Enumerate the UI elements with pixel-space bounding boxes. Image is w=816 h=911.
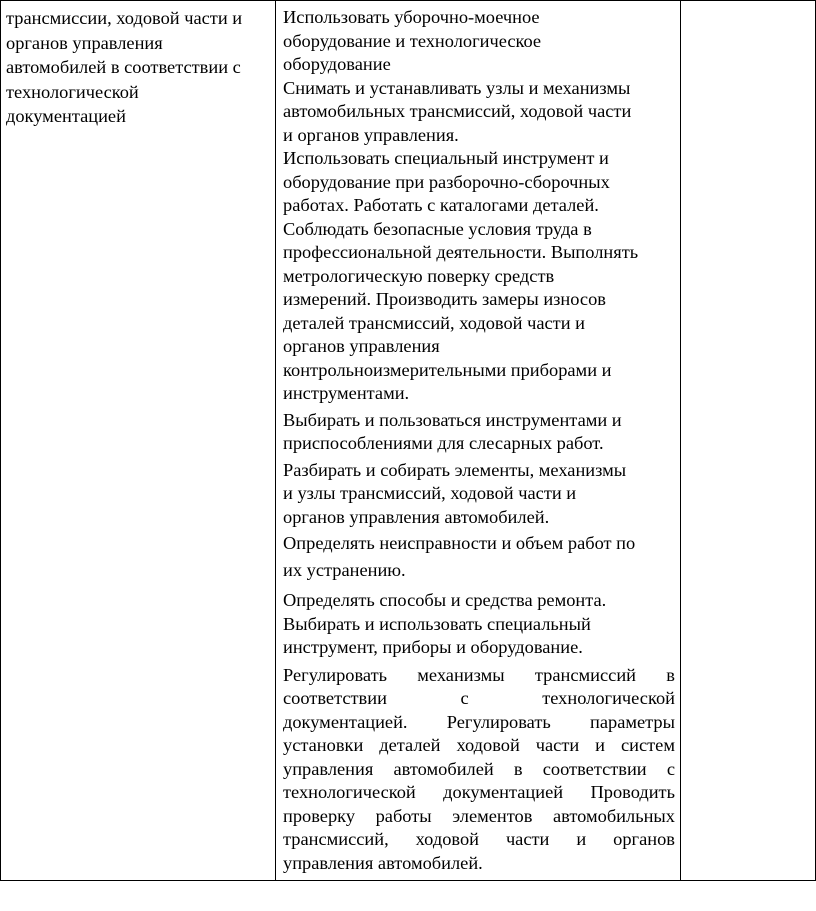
word: технологической <box>283 782 416 802</box>
left-text-line: автомобилей в соответствии с <box>6 57 241 78</box>
word: органов <box>613 829 675 849</box>
justified-text-line <box>283 734 675 758</box>
word: систем <box>620 735 675 755</box>
justified-text-line <box>283 664 675 688</box>
word: параметры <box>590 711 675 732</box>
justified-text-line <box>283 758 675 782</box>
justified-text-line <box>283 828 675 852</box>
middle-text-line: Разбирать и собирать элементы, механизмы <box>283 459 627 480</box>
middle-text-line: оборудование <box>283 54 391 74</box>
middle-text-line: инструментами. <box>283 383 410 403</box>
word: Регулировать <box>446 711 551 732</box>
middle-text-line: Выбирать и использовать специальный <box>283 613 591 634</box>
word: части <box>535 735 580 755</box>
middle-text-line: оборудование при разборочно-сборочных <box>283 171 610 192</box>
left-cell <box>1 1 276 881</box>
left-text-line: документацией <box>6 106 126 127</box>
word: автомобильных <box>552 805 675 826</box>
middle-text-line: Снимать и устанавливать узлы и механизмы <box>283 77 631 98</box>
word: деталей <box>379 735 441 755</box>
word: в <box>513 758 523 779</box>
word: трансмиссий, <box>283 829 389 849</box>
justified-paragraph <box>283 664 675 852</box>
word: ходовой <box>415 829 479 849</box>
middle-text-line: Использовать уборочно-моечное <box>283 7 540 27</box>
word: установки <box>283 735 364 755</box>
word: части <box>505 829 550 849</box>
middle-text-line: деталей трансмиссий, ходовой части и <box>283 312 585 333</box>
middle-text-line: Использовать специальный инструмент и <box>283 148 609 168</box>
justified-text-line <box>283 711 675 735</box>
justified-text-line <box>283 781 675 805</box>
left-text-line: технологической <box>6 81 139 102</box>
middle-text-line: метрологическую поверку средств <box>283 265 555 286</box>
middle-text-line: Определять способы и средства ремонта. <box>283 590 607 610</box>
middle-text-line: органов управления <box>283 336 440 356</box>
middle-text-line: их устранению. <box>283 559 406 580</box>
word: документацией. <box>283 711 408 732</box>
middle-text-line: Соблюдать безопасные условия труда в <box>283 218 592 239</box>
justified-text-line <box>283 687 675 711</box>
word: и <box>595 735 606 755</box>
middle-cell <box>276 1 681 881</box>
word: работы <box>375 805 432 826</box>
middle-text-line: Выбирать и пользоваться инструментами и <box>283 409 622 430</box>
word: и <box>576 829 587 849</box>
middle-text-line: работах. Работать с каталогами деталей. <box>283 195 599 215</box>
middle-text-line: инструмент, приборы и оборудование. <box>283 637 583 657</box>
word: автомобилей <box>393 758 494 779</box>
left-text-line: трансмиссии, ходовой части и <box>6 8 243 28</box>
word: Регулировать <box>283 664 388 685</box>
word: трансмиссий <box>534 664 637 685</box>
word: элементов <box>452 805 533 826</box>
left-text-line: органов управления <box>6 32 163 53</box>
word: Проводить <box>590 782 675 802</box>
middle-text-line: автомобильных трансмиссий, ходовой части <box>283 101 632 121</box>
middle-text-line: и органов управления. <box>283 124 459 145</box>
word: с <box>460 688 469 708</box>
word: в <box>666 664 675 685</box>
middle-text-line: контрольноизмерительными приборами и <box>283 359 612 380</box>
middle-text-line: Определять неисправности и объем работ по <box>283 533 636 553</box>
middle-text-line: приспособлениями для слесарных работ. <box>283 433 604 453</box>
word: управления <box>283 758 374 779</box>
word: соответствии <box>542 758 647 779</box>
word: ходовой <box>456 735 520 755</box>
right-cell <box>681 1 816 881</box>
table-row <box>1 1 816 881</box>
middle-text-line: оборудование и технологическое <box>283 30 542 51</box>
middle-text-line: профессиональной деятельности. Выполнять <box>283 242 639 262</box>
middle-text-line: измерений. Производить замеры износов <box>283 289 606 309</box>
justified-text-line <box>283 805 675 829</box>
word: механизмы <box>417 664 505 685</box>
word: соответствии <box>283 688 387 708</box>
middle-text-line: управления автомобилей. <box>283 852 483 873</box>
middle-text-line: органов управления автомобилей. <box>283 506 550 527</box>
word: с <box>666 758 675 779</box>
middle-text-line: и узлы трансмиссий, ходовой части и <box>283 483 577 503</box>
word: документацией <box>443 782 564 802</box>
word: проверку <box>283 805 356 826</box>
word: технологической <box>542 688 675 708</box>
